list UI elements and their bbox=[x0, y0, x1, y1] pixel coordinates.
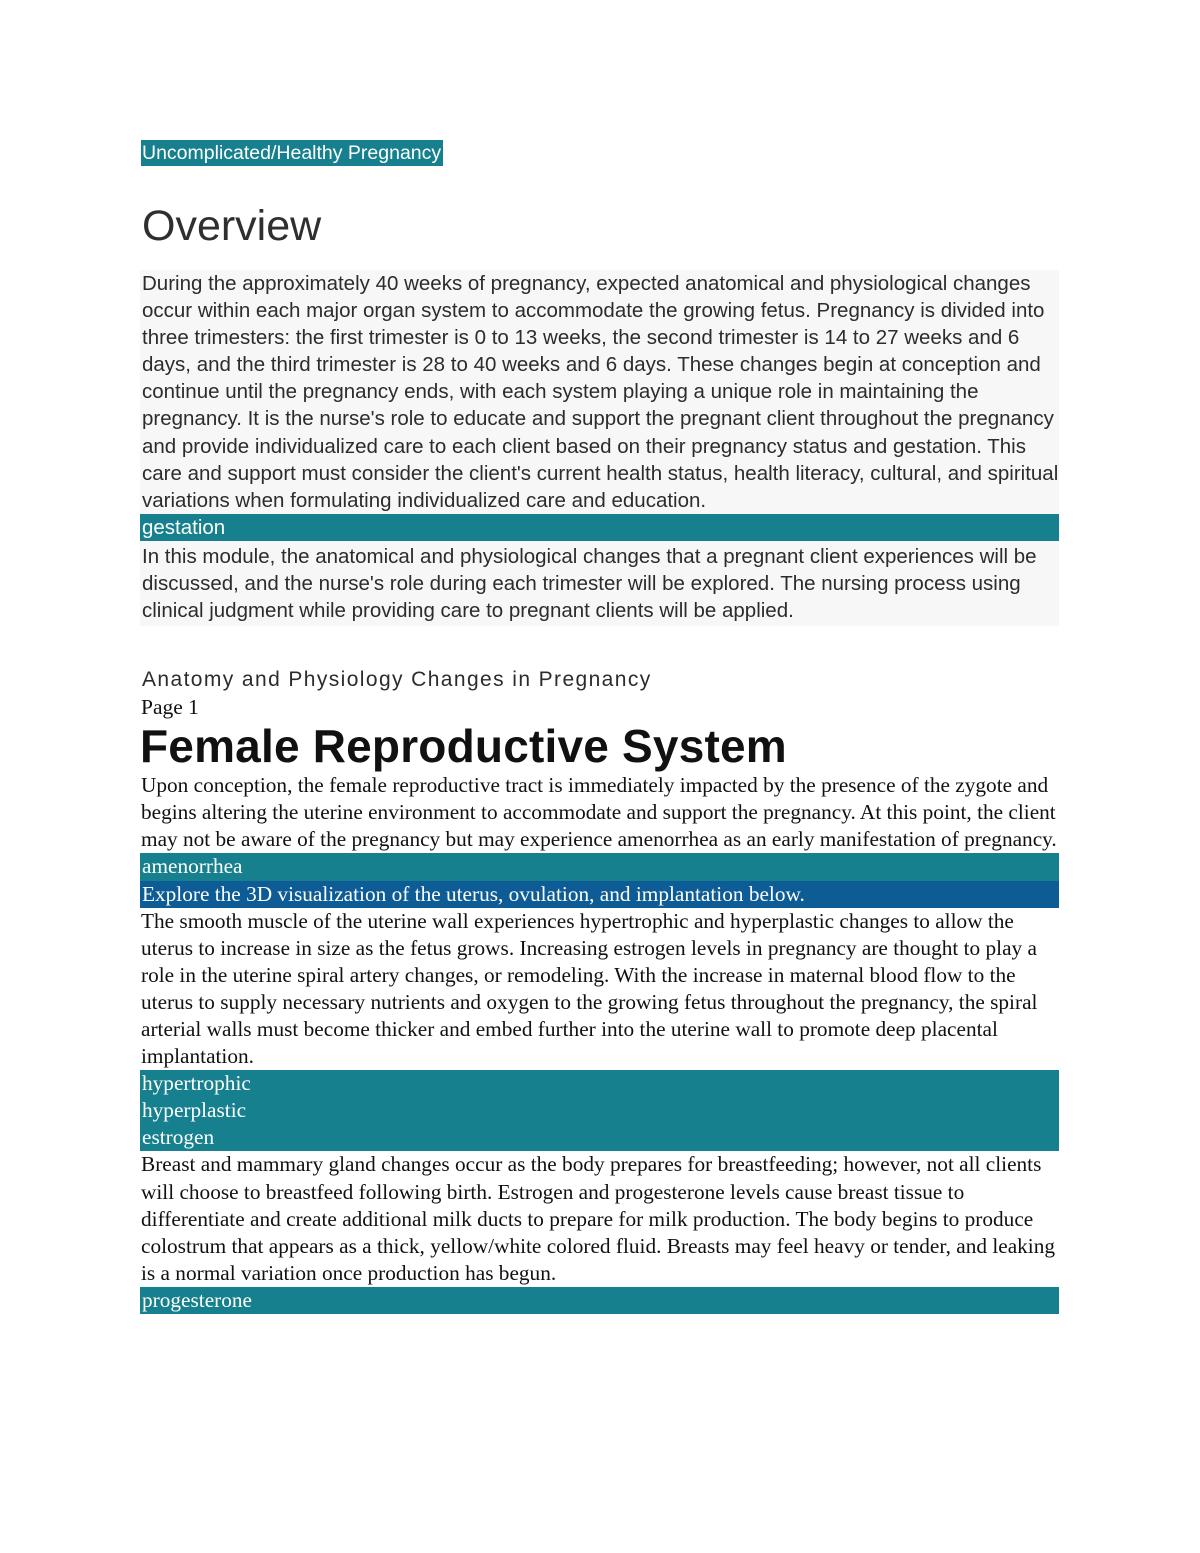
overview-block bbox=[140, 270, 1059, 626]
overview-heading: Overview bbox=[142, 202, 322, 250]
term-amenorrhea[interactable]: amenorrhea bbox=[140, 853, 1059, 880]
explore-3d-link[interactable]: Explore the 3D visualization of the uterus, ovulation, and implantation below. bbox=[140, 881, 1059, 908]
term-hypertrophic[interactable]: hypertrophic bbox=[142, 1071, 251, 1096]
term-gestation[interactable]: gestation bbox=[140, 514, 1059, 541]
document-page bbox=[140, 140, 1059, 1314]
term-progesterone[interactable]: progesterone bbox=[140, 1287, 1059, 1314]
section-heading: Anatomy and Physiology Changes in Pregnancy bbox=[142, 668, 652, 692]
document-title-highlight: Uncomplicated/Healthy Pregnancy bbox=[142, 142, 442, 164]
terms-group bbox=[140, 1070, 1059, 1151]
reproductive-paragraph-3: Breast and mammary gland changes occur as the body prepares for breastfeeding; however, not all clients will choose to breastfeed following birth. Estrogen and progesterone levels cause breast tissue to differentiate and create additional milk ducts to prepare for milk production. The body begins to produce colostrum that appears as a thick, yellow/white colored fluid. Breasts may feel heavy or tender, and leaking is a normal variation once production has begun. bbox=[141, 1152, 1056, 1285]
overview-paragraph-1: During the approximately 40 weeks of pregnancy, expected anatomical and physiological changes occur within each major organ system to accommodate the growing fetus. Pregnancy is divided into three trimesters: the first trimester is 0 to 13 weeks, the second trimester is 14 to 27 weeks and 6 days, and the third trimester is 28 to 40 weeks and 6 days. These changes begin at conception and continue until the pregnancy ends, with each system playing a unique role in maintaining the pregnancy. It is the nurse's role to educate and support the pregnant client throughout the pregnancy and provide individualized care to each client based on their pregnancy status and gestation. This care and support must consider the client's current health status, health literacy, cultural, and spiritual variations when formulating individualized care and education. bbox=[142, 272, 1059, 512]
overview-paragraph-2: In this module, the anatomical and physiological changes that a pregnant client experiences will be discussed, and the nurse's role during each trimester will be explored. The nursing process using clinical judgment while providing care to pregnant clients will be applied. bbox=[142, 544, 1037, 623]
female-reproductive-heading: Female Reproductive System bbox=[140, 720, 787, 773]
term-estrogen[interactable]: estrogen bbox=[142, 1125, 215, 1150]
term-hyperplastic[interactable]: hyperplastic bbox=[142, 1098, 247, 1123]
page-label: Page 1 bbox=[141, 695, 199, 720]
reproductive-paragraph-2: The smooth muscle of the uterine wall experiences hypertrophic and hyperplastic changes to allow the uterus to increase in size as the fetus grows. Increasing estrogen levels in pregnancy are thought to play a role in the uterine spiral artery changes, or remodeling. With the increase in maternal blood flow to the uterus to supply necessary nutrients and oxygen to the growing fetus throughout the pregnancy, the spiral arterial walls must become thicker and embed further into the uterine wall to promote deep placental implantation. bbox=[141, 908, 1038, 1069]
reproductive-paragraph-1: Upon conception, the female reproductive tract is immediately impacted by the presence of the zygote and begins altering the uterine environment to accommodate and support the pregnancy. At this point, the client may not be aware of the pregnancy but may experience amenorrhea as an early manifestation of pregnancy. bbox=[141, 773, 1057, 852]
